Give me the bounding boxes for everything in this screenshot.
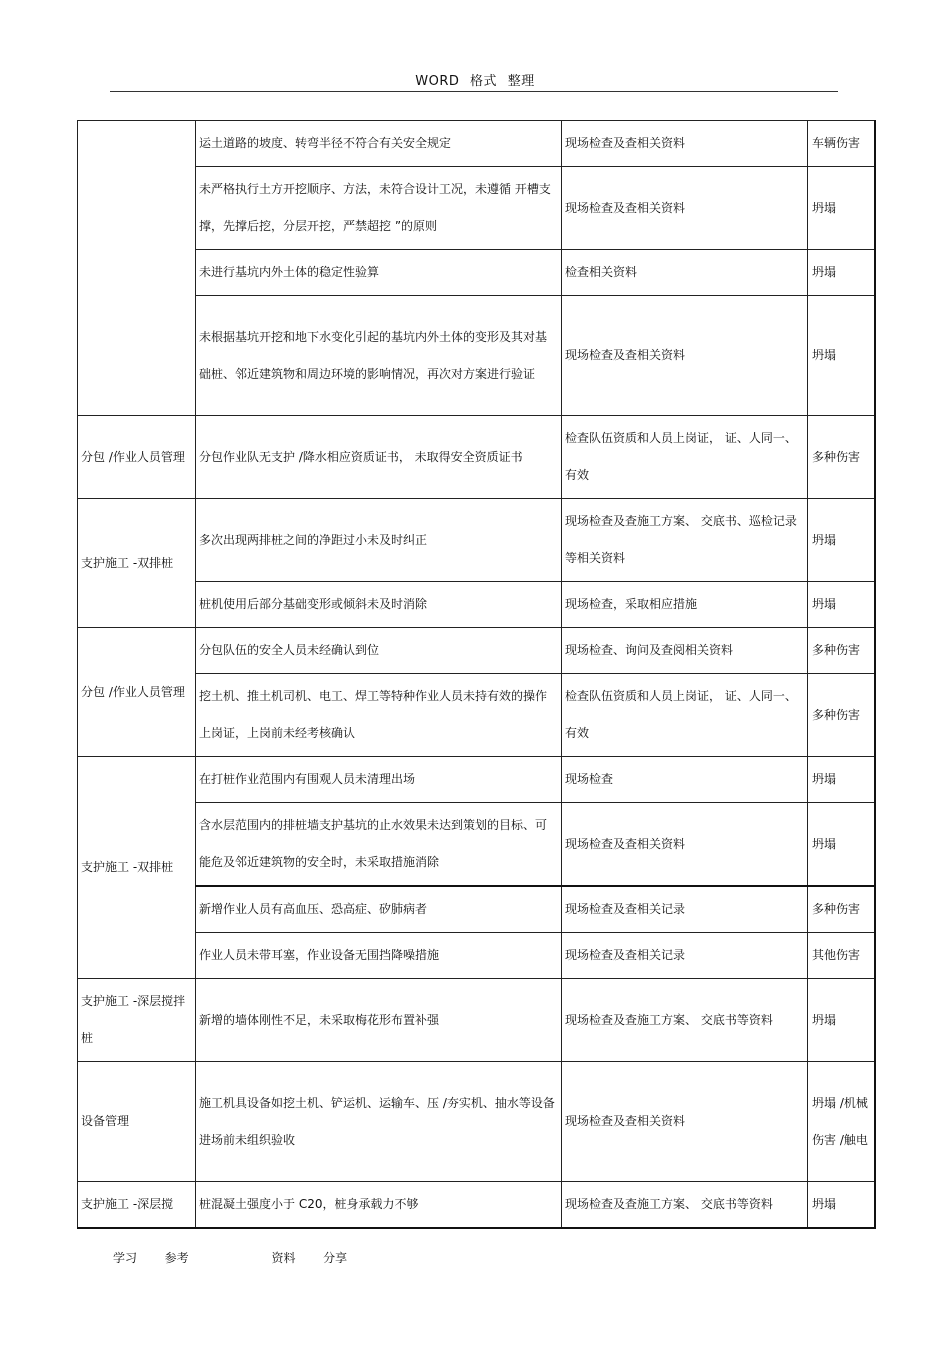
table-row [78,416,875,499]
header-divider [110,91,838,92]
hazard-cell: 含水层范围内的排桩墙支护基坑的止水效果未达到策划的目标、可能危及邻近建筑物的安全时，未采取措施消除 [196,803,562,887]
consequence-cell: 坍塌 [808,1182,875,1229]
hazard-cell: 新增作业人员有高血压、恐高症、矽肺病者 [196,886,562,933]
consequence-cell: 其他伤害 [808,933,875,979]
category-cell: 分包 /作业人员管理 [78,416,196,499]
hazard-cell: 分包队伍的安全人员未经确认到位 [196,628,562,674]
method-cell: 检查队伍资质和人员上岗证， 证、人同一、有效 [562,674,808,757]
method-cell: 现场检查及查相关资料 [562,167,808,250]
method-cell: 现场检查及查相关资料 [562,803,808,887]
category-cell: 分包 /作业人员管理 [78,628,196,757]
table-row [78,167,875,250]
consequence-cell: 坍塌 [808,757,875,803]
consequence-cell: 坍塌 [808,979,875,1062]
table-row [78,803,875,887]
consequence-cell: 坍塌 /机械伤害 /触电 [808,1062,875,1182]
method-cell: 现场检查及查相关资料 [562,1062,808,1182]
category-cell: 支护施工 -深层搅拌桩 [78,979,196,1062]
table-row [78,674,875,757]
method-cell: 现场检查 [562,757,808,803]
hazard-cell: 在打桩作业范围内有围观人员未清理出场 [196,757,562,803]
hazard-cell: 新增的墙体刚性不足，未采取梅花形布置补强 [196,979,562,1062]
hazard-cell: 施工机具设备如挖土机、铲运机、运输车、压 /夯实机、抽水等设备进场前未组织验收 [196,1062,562,1182]
category-cell: 支护施工 -双排桩 [78,499,196,628]
hazard-cell: 未严格执行土方开挖顺序、方法，未符合设计工况，未遵循 开槽支撑，先撑后挖，分层开挖，严禁超挖 ”的原则 [196,167,562,250]
table-row [78,499,875,582]
table-row [78,757,875,803]
table-row [78,121,875,167]
method-cell: 检查相关资料 [562,250,808,296]
risk-table [77,120,876,1229]
table-row [78,250,875,296]
method-cell: 现场检查及查相关记录 [562,886,808,933]
table-row [78,979,875,1062]
page-header-title: WORD 格式 整理 [415,74,535,89]
consequence-cell: 坍塌 [808,582,875,628]
method-cell: 现场检查、询问及查阅相关资料 [562,628,808,674]
consequence-cell: 坍塌 [808,499,875,582]
consequence-cell: 坍塌 [808,250,875,296]
table-row [78,886,875,933]
hazard-cell: 多次出现两排桩之间的净距过小未及时纠正 [196,499,562,582]
table-row [78,296,875,416]
category-cell: 支护施工 -双排桩 [78,757,196,979]
page-footer: 学习 参考 资料 分享 [113,1251,348,1265]
table-row [78,628,875,674]
table-row [78,1182,875,1229]
consequence-cell: 车辆伤害 [808,121,875,167]
table-row [78,1062,875,1182]
hazard-cell: 未进行基坑内外土体的稳定性验算 [196,250,562,296]
hazard-cell: 分包作业队无支护 /降水相应资质证书， 未取得安全资质证书 [196,416,562,499]
category-cell [78,121,196,416]
method-cell: 现场检查，采取相应措施 [562,582,808,628]
hazard-cell: 挖土机、推土机司机、电工、焊工等特种作业人员未持有效的操作上岗证，上岗前未经考核确认 [196,674,562,757]
consequence-cell: 多种伤害 [808,628,875,674]
method-cell: 检查队伍资质和人员上岗证， 证、人同一、有效 [562,416,808,499]
method-cell: 现场检查及查相关记录 [562,933,808,979]
method-cell: 现场检查及查施工方案、 交底书等资料 [562,979,808,1062]
category-cell: 设备管理 [78,1062,196,1182]
hazard-cell: 运土道路的坡度、转弯半径不符合有关安全规定 [196,121,562,167]
method-cell: 现场检查及查施工方案、 交底书、巡检记录等相关资料 [562,499,808,582]
consequence-cell: 多种伤害 [808,886,875,933]
method-cell: 现场检查及查相关资料 [562,121,808,167]
hazard-cell: 作业人员未带耳塞，作业设备无围挡降噪措施 [196,933,562,979]
consequence-cell: 多种伤害 [808,416,875,499]
method-cell: 现场检查及查相关资料 [562,296,808,416]
consequence-cell: 坍塌 [808,167,875,250]
hazard-cell: 未根据基坑开挖和地下水变化引起的基坑内外土体的变形及其对基础桩、邻近建筑物和周边环境的影响情况，再次对方案进行验证 [196,296,562,416]
table-row [78,933,875,979]
consequence-cell: 坍塌 [808,803,875,887]
consequence-cell: 坍塌 [808,296,875,416]
table-row [78,582,875,628]
category-cell: 支护施工 -深层搅 [78,1182,196,1229]
hazard-cell: 桩机使用后部分基础变形或倾斜未及时消除 [196,582,562,628]
consequence-cell: 多种伤害 [808,674,875,757]
method-cell: 现场检查及查施工方案、 交底书等资料 [562,1182,808,1229]
hazard-cell: 桩混凝土强度小于 C20，桩身承载力不够 [196,1182,562,1229]
